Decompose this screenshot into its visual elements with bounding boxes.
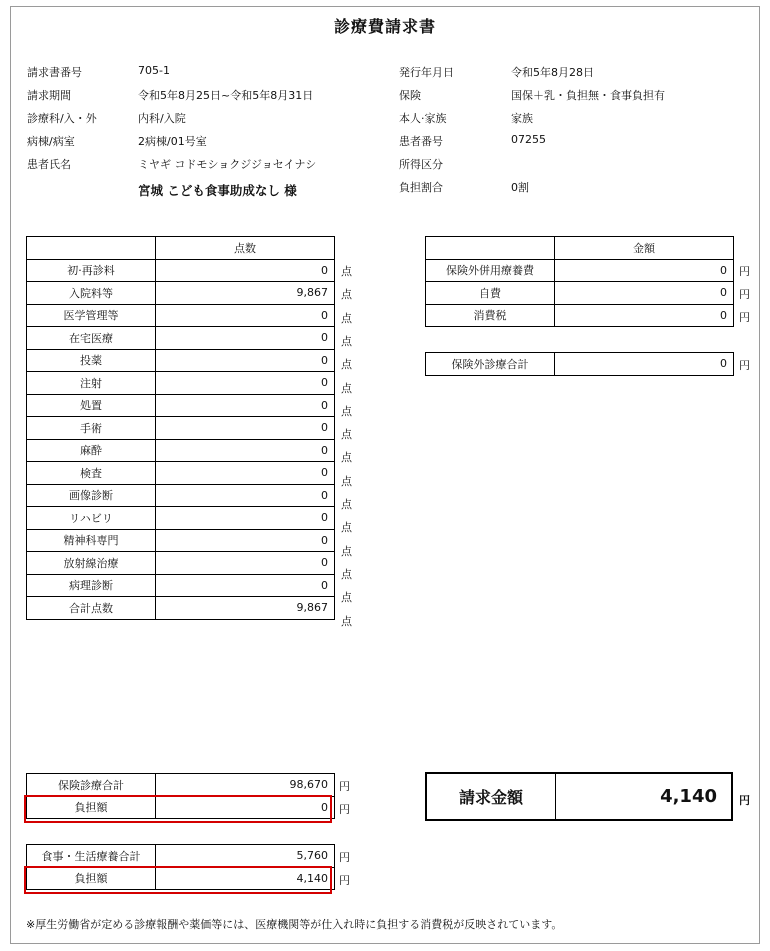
row-label: 在宅医療 [27,327,156,350]
document-title: 診療費請求書 [333,17,436,36]
row-value: 0 [156,796,335,819]
row-value: 0 [156,259,335,282]
row-label: 注射 [27,372,156,395]
table-row [27,282,335,305]
info-value: 内科/入院 [138,112,186,125]
info-label: 患者番号 [399,135,443,148]
table-row [426,259,734,282]
amount-unit: 円 [739,288,750,301]
table-row [426,304,734,327]
point-unit: 点 [341,521,352,535]
row-label: 手術 [27,417,156,440]
table-row [27,552,335,575]
point-unit: 点 [341,498,352,511]
table-row [27,597,335,620]
row-value: 0 [156,394,335,417]
info-label: 保険 [399,89,421,102]
info-label: 診療科/入・外 [27,112,97,125]
row-value: 0 [555,353,734,376]
point-unit: 点 [341,474,352,488]
point-unit: 点 [341,288,352,302]
point-unit: 点 [341,404,352,418]
amount-unit: 円 [739,265,750,278]
info-label: 負担割合 [399,181,443,194]
billing-amount-box [425,772,733,821]
table-row [27,462,335,485]
table-row [426,353,734,376]
row-value: 0 [156,439,335,462]
row-value: 0 [156,529,335,552]
row-value: 0 [156,304,335,327]
billing-value: 4,140 [660,786,717,807]
billing-label: 請求金額 [427,774,556,819]
row-label: 入院料等 [27,282,156,305]
info-value: 07255 [511,133,546,146]
row-value: 0 [156,372,335,395]
row-label: 精神科専門 [27,529,156,552]
billing-unit: 円 [739,794,750,807]
header-blank [27,237,156,260]
table-row [27,394,335,417]
row-value: 9,867 [156,282,335,305]
info-value: ミヤギ コドモショクジジョセイナシ [138,158,317,171]
patient-name: 宮城 こども食事助成なし 様 [138,183,297,198]
non-insured-total-table [425,352,734,376]
amount-table-header [426,237,734,260]
row-label: 合計点数 [27,597,156,620]
table-row [426,282,734,305]
row-value: 0 [156,417,335,440]
table-row [27,439,335,462]
row-label: リハビリ [27,507,156,530]
row-value: 0 [555,259,734,282]
row-value: 0 [555,282,734,305]
point-unit: 点 [341,334,352,348]
row-value: 0 [555,304,734,327]
row-value: 0 [156,507,335,530]
point-unit: 点 [341,311,352,325]
point-unit: 点 [341,428,352,442]
yen-unit: 円 [339,851,350,864]
table-row [27,529,335,552]
row-label: 自費 [426,282,555,305]
info-label: 患者氏名 [27,158,71,171]
row-value: 4,140 [156,867,335,890]
row-value: 5,760 [156,845,335,868]
table-row [27,417,335,440]
row-label: 保険外併用療養費 [426,259,555,282]
info-label: 請求期間 [27,89,71,102]
table-row [27,327,335,350]
info-value: 令和5年8月25日~令和5年8月31日 [138,89,314,102]
row-label: 放射線治療 [27,552,156,575]
table-row [27,845,335,868]
row-label: 麻酔 [27,439,156,462]
info-value: 2病棟/01号室 [138,135,207,148]
highlight-meal-burden [24,866,332,894]
amount-unit: 円 [739,359,750,372]
point-unit: 点 [341,265,352,278]
info-value: 0割 [511,181,529,194]
row-value: 0 [156,574,335,597]
point-unit: 点 [341,591,352,605]
point-unit: 点 [341,381,352,395]
table-row [27,574,335,597]
point-unit: 点 [341,451,352,465]
amount-header: 金額 [555,237,734,260]
row-label: 画像診断 [27,484,156,507]
row-label: 処置 [27,394,156,417]
info-label: 本人·家族 [399,112,447,125]
highlight-insurance-burden [24,795,332,823]
yen-unit: 円 [339,803,350,816]
row-label: 投薬 [27,349,156,372]
point-unit: 点 [341,358,352,372]
info-label: 請求書番号 [27,66,82,79]
point-unit: 点 [341,614,352,628]
amount-unit: 円 [739,311,750,324]
info-label: 所得区分 [399,158,443,171]
row-value: 0 [156,552,335,575]
row-label: 消費税 [426,304,555,327]
points-table-header [27,237,335,260]
row-label: 保険診療合計 [27,774,156,797]
points-header: 点数 [156,237,335,260]
row-label: 病理診断 [27,574,156,597]
info-value: 705-1 [138,64,170,77]
info-label: 発行年月日 [399,66,454,79]
info-value: 令和5年8月28日 [511,66,594,79]
row-label: 保険外診療合計 [426,353,555,376]
footnote: ※厚生労働省が定める診療報酬や薬価等には、医療機関等が仕入れ時に負担する消費税が反映されています。 [26,918,563,931]
row-label: 初·再診料 [27,259,156,282]
row-value: 0 [156,462,335,485]
row-label: 食事・生活療養合計 [27,845,156,868]
info-value: 国保＋乳・負担無・食事負担有 [511,89,665,102]
row-value: 9,867 [156,597,335,620]
row-value: 0 [156,349,335,372]
table-row [27,349,335,372]
row-label: 負担額 [27,867,156,890]
row-value: 98,670 [156,774,335,797]
table-row [27,484,335,507]
table-row [27,507,335,530]
info-value: 家族 [511,112,533,125]
row-label: 医学管理等 [27,304,156,327]
info-label: 病棟/病室 [27,135,75,148]
row-label: 検査 [27,462,156,485]
row-value: 0 [156,484,335,507]
table-row [27,372,335,395]
table-row [27,774,335,797]
yen-unit: 円 [339,874,350,887]
amount-table [425,236,734,327]
row-value: 0 [156,327,335,350]
points-table [26,236,335,620]
table-row [27,259,335,282]
table-row [27,304,335,327]
point-unit: 点 [341,567,352,581]
row-label: 負担額 [27,796,156,819]
point-unit: 点 [341,544,352,558]
header-blank [426,237,555,260]
yen-unit: 円 [339,780,350,793]
